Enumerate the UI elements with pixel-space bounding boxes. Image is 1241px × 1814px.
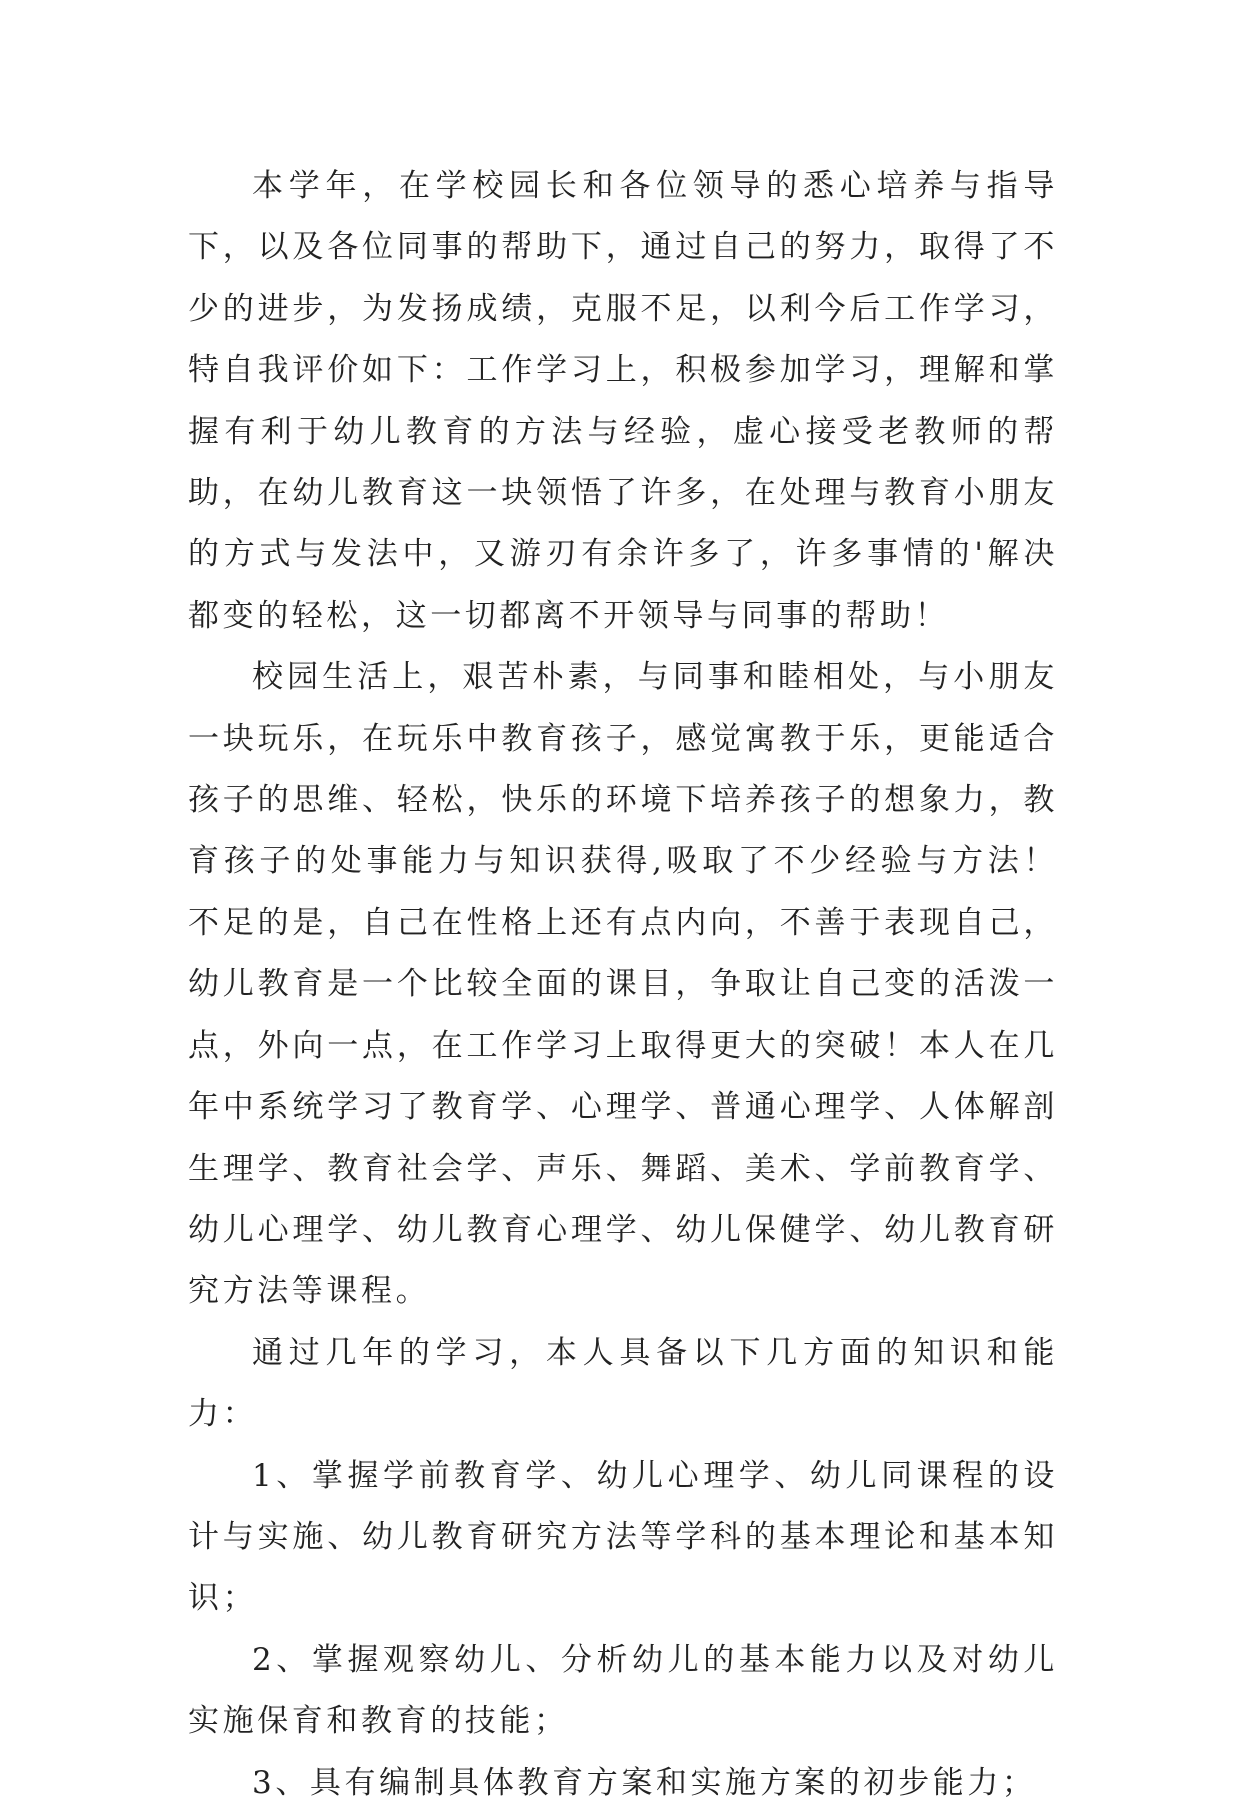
paragraph-campus-life: 校园生活上，艰苦朴素，与同事和睦相处，与小朋友一块玩乐，在玩乐中教育孩子，感觉寓教于乐，更能适合孩子的思维、轻松，快乐的环境下培养孩子的想象力，教育孩子的处事能力与知识获得,吸取了不少经验与方法！不足的是，自己在性格上还有点内向，不善于表现自己，幼儿教育是一个比较全面的课目，争取让自己变的活泼一点，外向一点，在工作学习上取得更大的突破！本人在几年中系统学习了教育学、心理学、普通心理学、人体解剖生理学、教育社会学、声乐、舞蹈、美术、学前教育学、幼儿心理学、幼儿教育心理学、幼儿保健学、幼儿教育研究方法等课程。 <box>188 659 1058 1310</box>
paragraph-work-study: 本学年，在学校园长和各位领导的悉心培养与指导下，以及各位同事的帮助下，通过自己的努力，取得了不少的进步，为发扬成绩，克服不足，以利今后工作学习，特自我评价如下：工作学习上，积极参加学习，理解和掌握有利于幼儿教育的方法与经验，虚心接受老教师的帮助，在幼儿教育这一块领悟了许多，在处理与教育小朋友的方式与发法中，又游刃有余许多了，许多事情的'解决都变的轻松，这一切都离不开领导与同事的帮助！ <box>188 168 1058 634</box>
list-item-3: 3、具有编制具体教育方案和实施方案的初步能力； <box>252 1764 1037 1801</box>
list-item-1: 1、掌握学前教育学、幼儿心理学、幼儿同课程的设计与实施、幼儿教育研究方法等学科的基本理论和基本知识； <box>188 1457 1058 1617</box>
paragraph-abilities-intro: 通过几年的学习，本人具备以下几方面的知识和能力： <box>188 1334 1058 1433</box>
document-body <box>188 156 1058 1814</box>
list-item-2: 2、掌握观察幼儿、分析幼儿的基本能力以及对幼儿实施保育和教育的技能； <box>188 1641 1058 1740</box>
